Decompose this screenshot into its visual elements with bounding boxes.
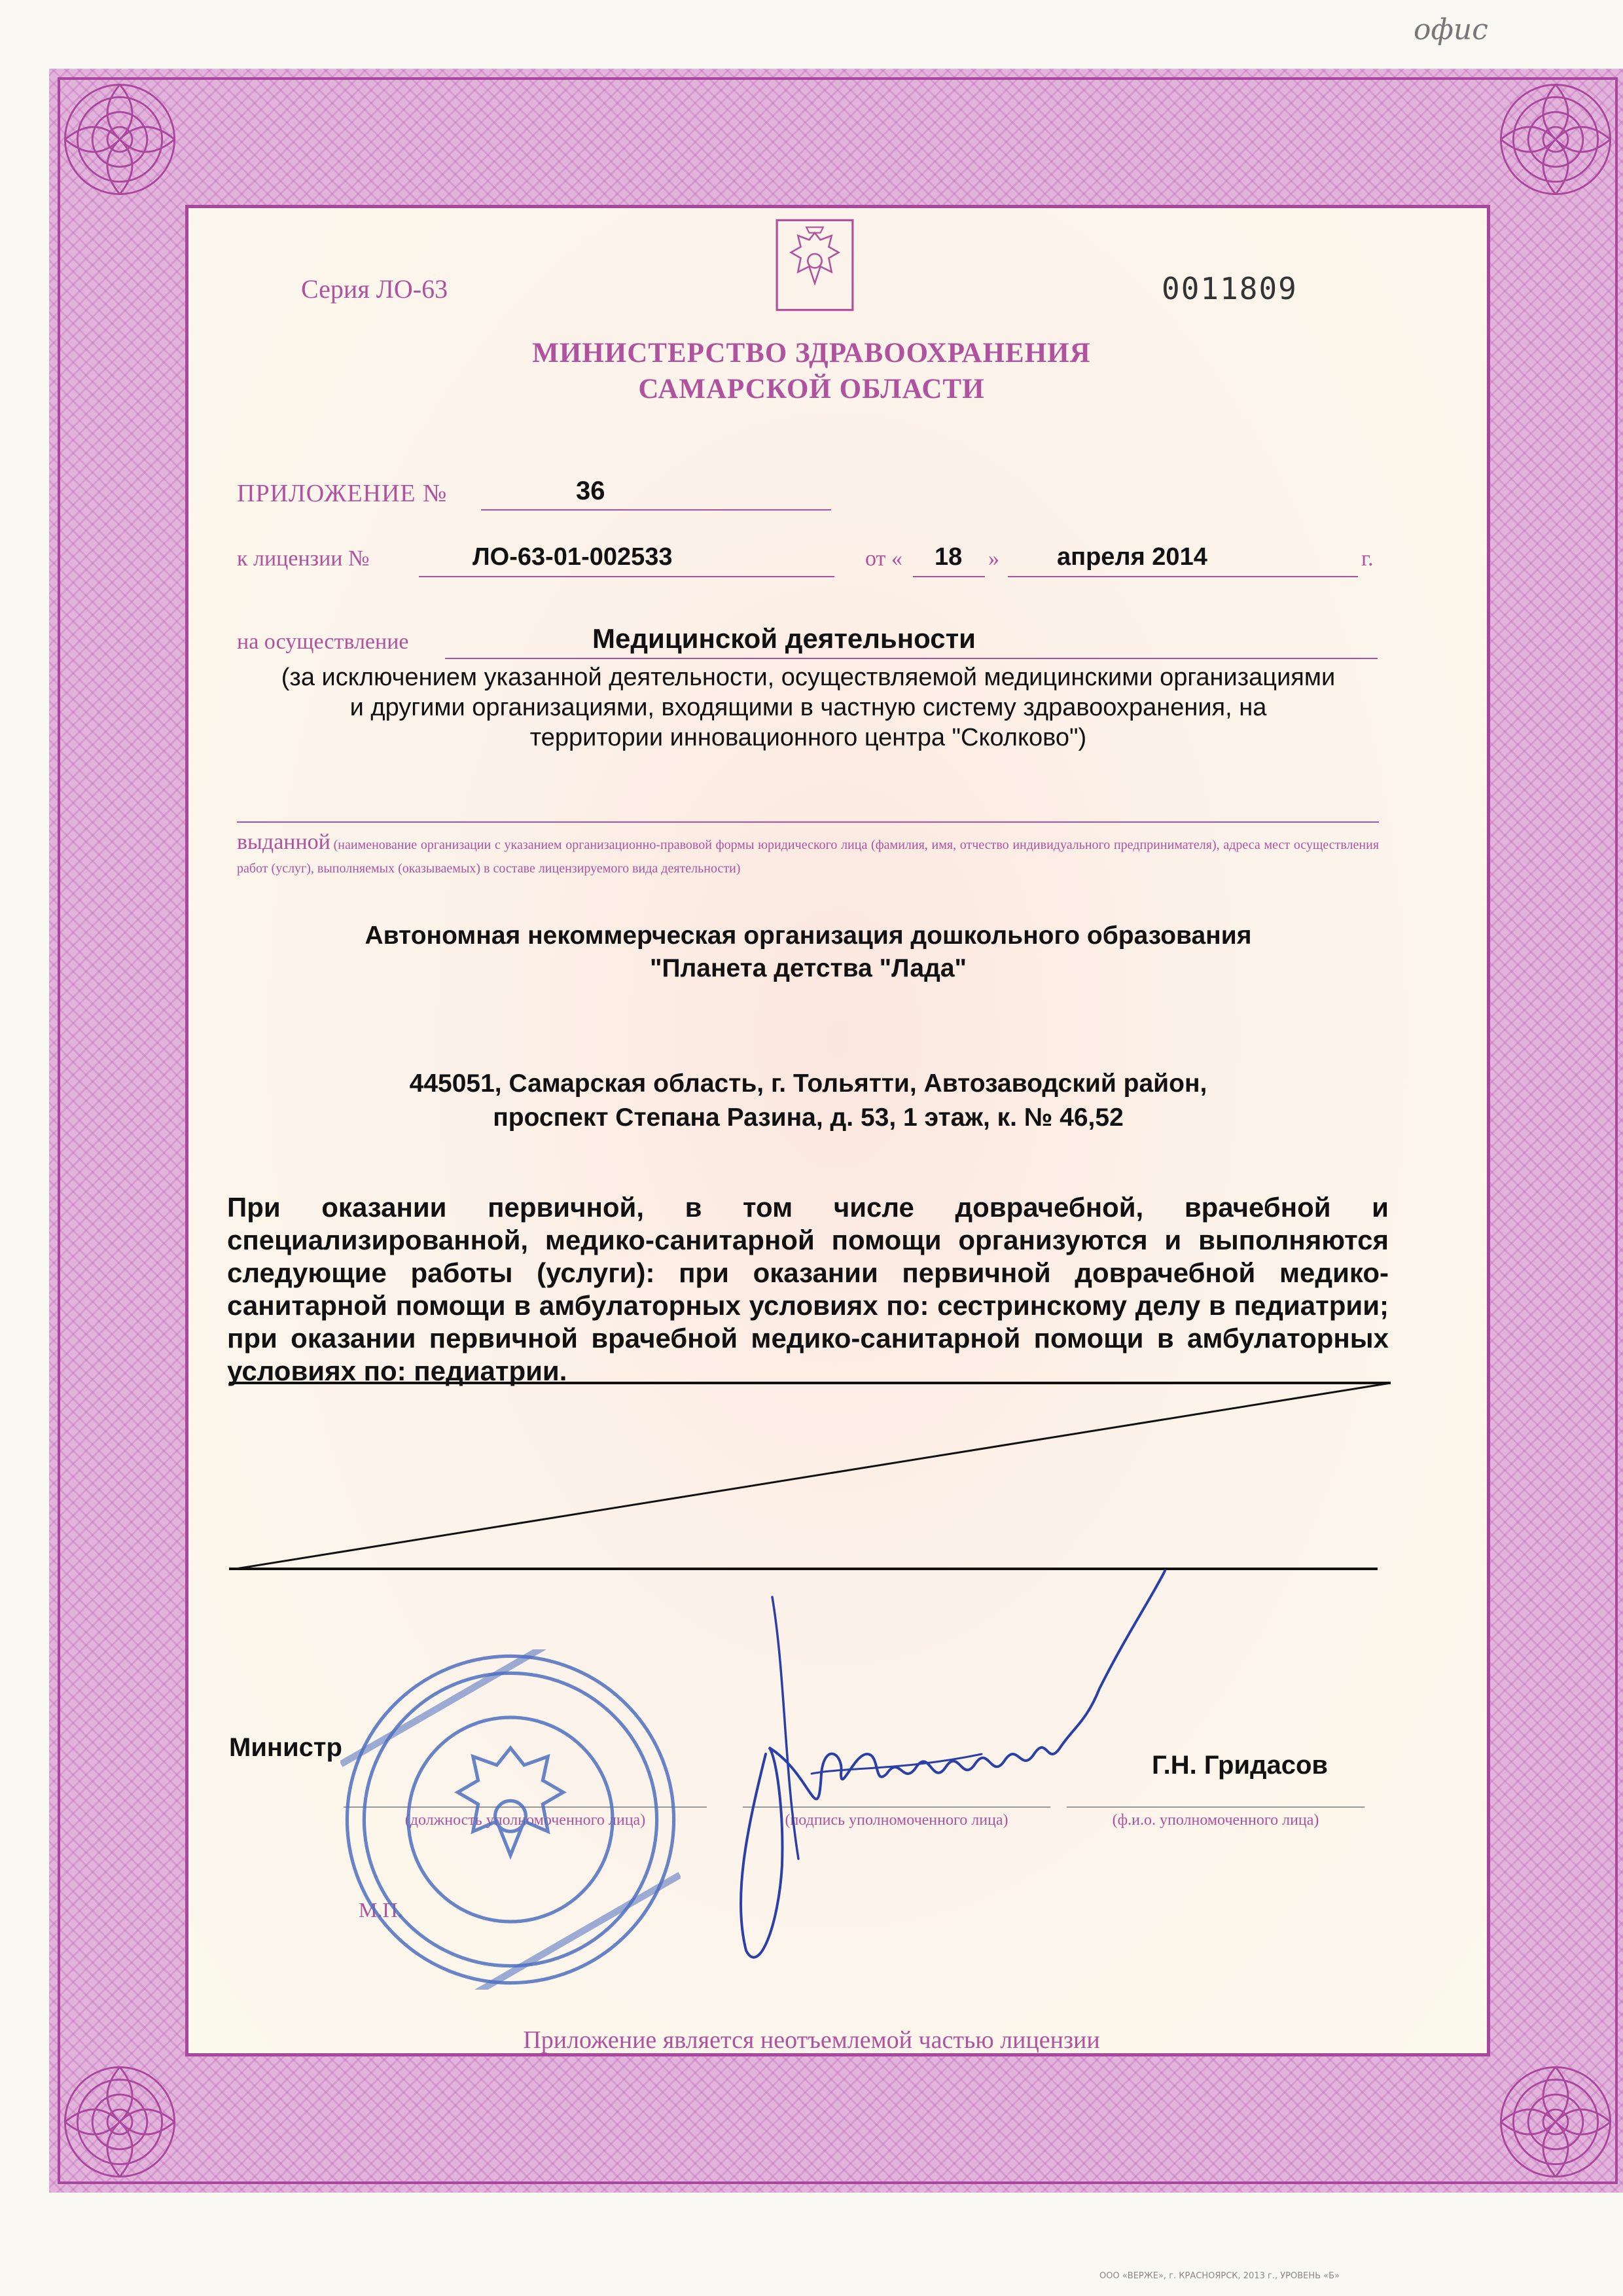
services-paragraph: При оказании первичной, в том числе доврачебной, врачебной и специализированной, медико-санитарной помощи организуются и выполняются следующие работы (услуги): при оказании первичной доврачебной медико-санитарной помощи в амбулаторных условиях по: сестринскому делу в педиатрии; при оказании первичной врачебной медико-санитарной помощи в амбулаторных условиях по: педиатрии. <box>227 1192 1389 1386</box>
series-label: Серия ЛО-63 <box>301 274 448 304</box>
address-line: проспект Степана Разина, д. 53, 1 этаж, к. № 46,52 <box>493 1103 1124 1132</box>
rosette-bottom-left-icon <box>58 2060 182 2184</box>
ministry-title-line-2: САМАРСКОЙ ОБЛАСТИ <box>638 374 985 404</box>
blank-space-strike-lines <box>223 1365 1400 1581</box>
issued-note-text: (наименование организации с указанием организационно-правовой формы юридического лица (фамилия, имя, отчество индивидуального предпринимателя), адреса мест осуществления работ (услуг), выполняемых (оказываемых) в составе лицензируемого вида деятельности) <box>237 838 1380 876</box>
date-day-line <box>913 576 985 577</box>
rosette-top-left-icon <box>58 77 182 202</box>
date-month-line <box>1008 576 1358 577</box>
activity-note-line: и другими организациями, входящими в частную систему здравоохранения, на <box>349 694 1267 721</box>
signer-position: Министр <box>229 1733 342 1762</box>
license-number: ЛО-63-01-002533 <box>473 543 673 571</box>
activity-note-line: (за исключением указанной деятельности, осуществляемой медицинскими организациями <box>281 664 1336 691</box>
caption-position: (должность уполномоченного лица) <box>404 1812 646 1829</box>
blank-line <box>237 821 1379 823</box>
rosette-bottom-right-icon <box>1493 2060 1618 2184</box>
address-line: 445051, Самарская область, г. Тольятти, Автозаводский район, <box>409 1069 1207 1098</box>
organization-address <box>209 1067 1407 1135</box>
appendix-number-line <box>481 509 831 511</box>
appendix-label: ПРИЛОЖЕНИЕ № <box>237 480 448 507</box>
date-day: 18 <box>935 543 963 571</box>
activity-note-line: территории инновационного центра "Сколково") <box>529 724 1087 751</box>
activity-note <box>209 662 1407 753</box>
license-number-line <box>419 576 834 577</box>
corner-handwritten-note: офис <box>1414 13 1488 46</box>
appendix-number: 36 <box>576 476 605 505</box>
issued-label: выданной <box>237 830 330 854</box>
seal-place-label: М.П. <box>359 1898 403 1922</box>
official-stamp-icon <box>340 1649 681 1990</box>
date-month-year: апреля 2014 <box>1057 543 1207 571</box>
coat-of-arms-icon <box>772 216 857 314</box>
organization-line: Автономная некоммерческая организация дошкольного образования <box>365 922 1252 950</box>
serial-number: 0011809 <box>1162 271 1298 306</box>
activity-label: на осуществление <box>237 630 409 654</box>
date-close-quote: » <box>988 547 999 571</box>
date-year-suffix: г. <box>1361 547 1374 571</box>
footer-text: Приложение является неотъемлемой частью лицензии <box>523 2026 1100 2054</box>
organization-name <box>209 920 1407 985</box>
activity-line <box>445 658 1378 659</box>
signer-name: Г.Н. Гридасов <box>1152 1751 1328 1780</box>
ministry-title-line-1: МИНИСТЕРСТВО ЗДРАВООХРАНЕНИЯ <box>532 338 1091 368</box>
issued-note <box>237 830 1379 880</box>
date-from-label: от « <box>865 547 902 571</box>
caption-signature: (подпись уполномоченного лица) <box>785 1812 1008 1829</box>
printer-note: ООО «ВЕРЖЕ», г. КРАСНОЯРСК, 2013 г., УРОВЕНЬ «Б» <box>1099 2271 1340 2281</box>
handwritten-signature-icon <box>707 1558 1204 1990</box>
caption-name: (ф.и.о. уполномоченного лица) <box>1112 1812 1319 1829</box>
rosette-top-right-icon <box>1493 77 1618 202</box>
license-label: к лицензии № <box>237 547 370 571</box>
organization-line: "Планета детства "Лада" <box>649 954 967 982</box>
activity-value: Медицинской деятельности <box>592 623 976 654</box>
